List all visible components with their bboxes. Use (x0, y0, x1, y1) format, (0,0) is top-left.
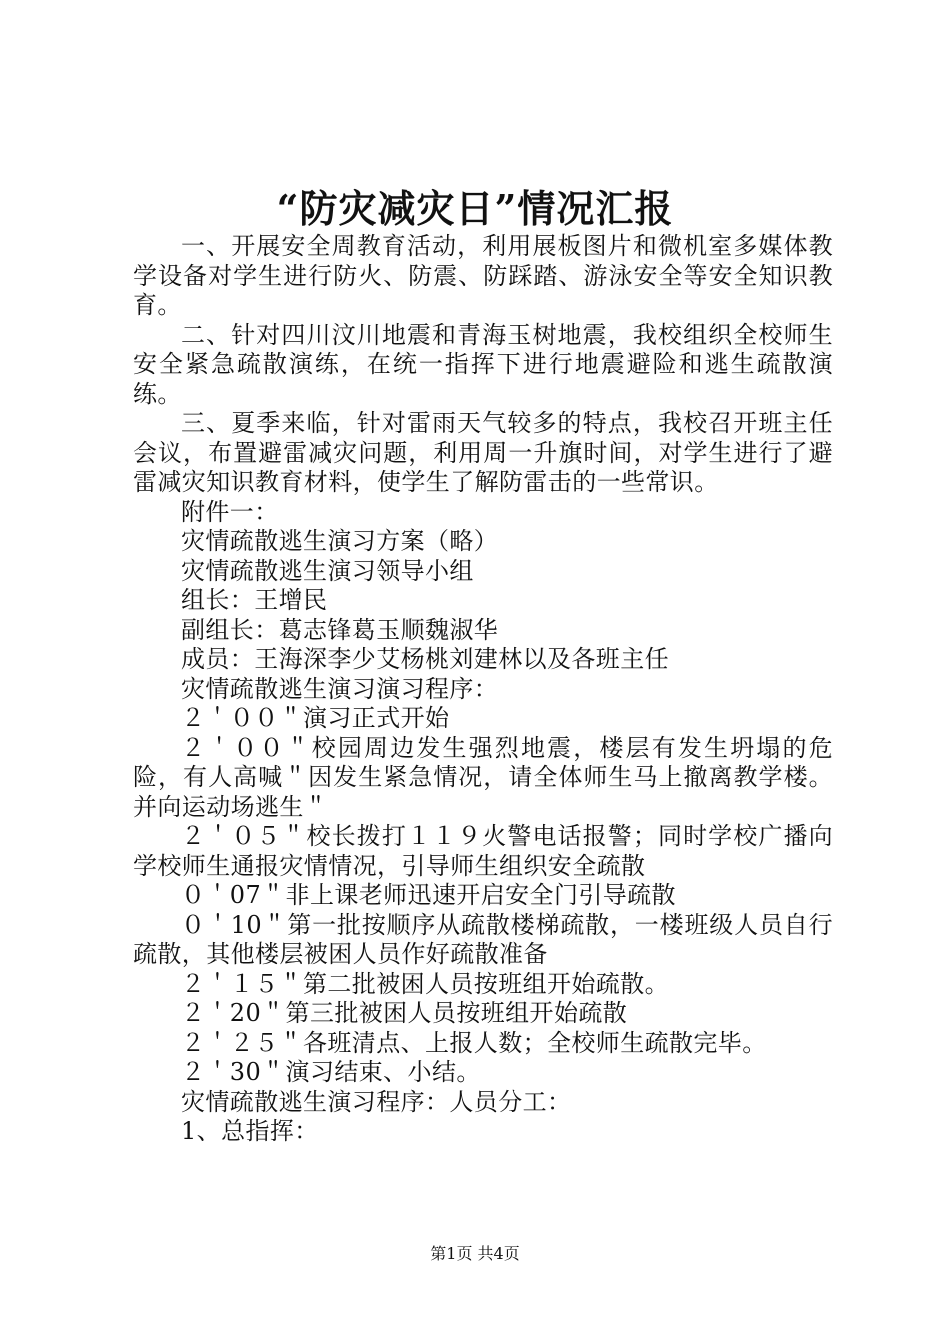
procedure-heading: 灾情疏散逃生演习演习程序： (181, 674, 499, 703)
schedule-item: ２＇０５＂校长拨打１１９火警电话报警；同时学校广播向学校师生通报灾情情况，引导师生组织安全疏散 (133, 822, 833, 880)
leader-line: 组长：王增民 (181, 586, 328, 614)
deputy-leader-line: 副组长：葛志锋葛玉顺魏淑华 (181, 615, 499, 644)
schedule-item: ２＇２５＂各班清点、上报人数；全校师生疏散完毕。 (181, 1028, 767, 1057)
document-title: “防灾减灾日”情况汇报 (276, 186, 674, 231)
schedule-item: ０＇10＂第一批按顺序从疏散楼梯疏散，一楼班级人员自行疏散，其他楼层被困人员作好疏散准备 (133, 910, 833, 968)
page-footer: 第1页 共4页 (430, 1244, 520, 1263)
members-line: 成员：王海深李少艾杨桃刘建林以及各班主任 (181, 645, 669, 673)
schedule-item: ２＇20＂第三批被困人员按班组开始疏散 (181, 999, 628, 1027)
paragraph-2: 二、针对四川汶川地震和青海玉树地震，我校组织全校师生安全紧急疏散演练，在统一指挥下进行地震避险和逃生疏散演练。 (133, 320, 833, 408)
document-body (133, 232, 833, 1147)
schedule-item: ０＇07＂非上课老师迅速开启安全门引导疏散 (181, 881, 676, 909)
commander-line: 1、总指挥： (181, 1117, 319, 1145)
staff-assignment-heading: 灾情疏散逃生演习程序：人员分工： (181, 1087, 572, 1116)
schedule-item: ２＇００＂校园周边发生强烈地震，楼层有发生坍塌的危险，有人高喊＂因发生紧急情况，请全体师生马上撤离教学楼。并向运动场逃生＂ (133, 733, 833, 821)
attachment-label: 附件一： (181, 497, 279, 526)
plan-line: 灾情疏散逃生演习方案（略） (181, 527, 499, 555)
leadership-group-line: 灾情疏散逃生演习领导小组 (181, 556, 474, 585)
schedule-item: ２＇30＂演习结束、小结。 (181, 1058, 481, 1086)
paragraph-1: 一、开展安全周教育活动，利用展板图片和微机室多媒体教学设备对学生进行防火、防震、防踩踏、游泳安全等安全知识教育。 (133, 232, 833, 319)
schedule-item: ２＇００＂演习正式开始 (181, 704, 450, 732)
schedule-item: ２＇１５＂第二批被困人员按班组开始疏散。 (181, 969, 669, 998)
paragraph-3: 三、夏季来临，针对雷雨天气较多的特点，我校召开班主任会议，布置避雷减灾问题，利用周一升旗时间，对学生进行了避雷减灾知识教育材料，使学生了解防雷击的一些常识。 (133, 409, 833, 496)
